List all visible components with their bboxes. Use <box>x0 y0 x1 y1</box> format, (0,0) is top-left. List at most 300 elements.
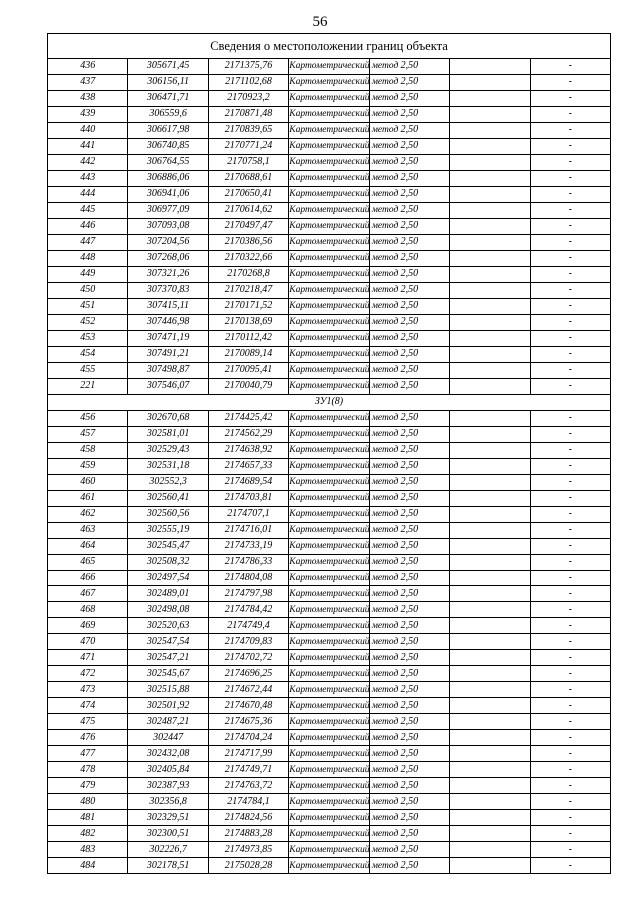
method-cell: Картометрический метод <box>289 858 369 874</box>
y-coordinate-cell: 2174797,98 <box>208 586 288 602</box>
accuracy-cell: 2,50 <box>369 474 449 490</box>
note-cell: - <box>530 298 610 314</box>
y-coordinate-cell: 2170095,41 <box>208 362 288 378</box>
note-cell: - <box>530 538 610 554</box>
y-coordinate-cell: 2174786,33 <box>208 554 288 570</box>
x-coordinate-cell: 302547,21 <box>128 650 208 666</box>
x-coordinate-cell: 307446,98 <box>128 314 208 330</box>
table-row <box>48 410 611 426</box>
table-row <box>48 218 611 234</box>
section-header-row <box>48 394 611 410</box>
note-cell: - <box>530 122 610 138</box>
method-cell: Картометрический метод <box>289 170 369 186</box>
point-number-cell: 447 <box>48 234 128 250</box>
y-coordinate-cell: 2174689,54 <box>208 474 288 490</box>
note-cell: - <box>530 250 610 266</box>
x-coordinate-cell: 306977,09 <box>128 202 208 218</box>
accuracy-cell: 2,50 <box>369 730 449 746</box>
description-cell <box>450 410 530 426</box>
y-coordinate-cell: 2174638,92 <box>208 442 288 458</box>
x-coordinate-cell: 302531,18 <box>128 458 208 474</box>
description-cell <box>450 170 530 186</box>
x-coordinate-cell: 302356,8 <box>128 794 208 810</box>
point-number-cell: 469 <box>48 618 128 634</box>
table-row <box>48 346 611 362</box>
point-number-cell: 460 <box>48 474 128 490</box>
description-cell <box>450 682 530 698</box>
method-cell: Картометрический метод <box>289 538 369 554</box>
note-cell: - <box>530 314 610 330</box>
note-cell: - <box>530 490 610 506</box>
accuracy-cell: 2,50 <box>369 314 449 330</box>
note-cell: - <box>530 74 610 90</box>
accuracy-cell: 2,50 <box>369 794 449 810</box>
point-number-cell: 443 <box>48 170 128 186</box>
table-row <box>48 554 611 570</box>
method-cell: Картометрический метод <box>289 234 369 250</box>
point-number-cell: 458 <box>48 442 128 458</box>
table-row <box>48 378 611 394</box>
y-coordinate-cell: 2174672,44 <box>208 682 288 698</box>
x-coordinate-cell: 302520,63 <box>128 618 208 634</box>
point-number-cell: 467 <box>48 586 128 602</box>
accuracy-cell: 2,50 <box>369 138 449 154</box>
point-number-cell: 440 <box>48 122 128 138</box>
table-row <box>48 714 611 730</box>
description-cell <box>450 554 530 570</box>
accuracy-cell: 2,50 <box>369 154 449 170</box>
note-cell: - <box>530 106 610 122</box>
accuracy-cell: 2,50 <box>369 698 449 714</box>
table-row <box>48 538 611 554</box>
x-coordinate-cell: 302226,7 <box>128 842 208 858</box>
x-coordinate-cell: 307093,08 <box>128 218 208 234</box>
table-row <box>48 602 611 618</box>
accuracy-cell: 2,50 <box>369 570 449 586</box>
description-cell <box>450 522 530 538</box>
x-coordinate-cell: 306740,85 <box>128 138 208 154</box>
table-row <box>48 154 611 170</box>
table-title: Сведения о местоположении границ объекта <box>48 34 611 59</box>
description-cell <box>450 250 530 266</box>
page-number: 56 <box>312 14 328 30</box>
accuracy-cell: 2,50 <box>369 410 449 426</box>
note-cell: - <box>530 346 610 362</box>
accuracy-cell: 2,50 <box>369 250 449 266</box>
y-coordinate-cell: 2174670,48 <box>208 698 288 714</box>
y-coordinate-cell: 2174749,4 <box>208 618 288 634</box>
note-cell: - <box>530 794 610 810</box>
method-cell: Картометрический метод <box>289 186 369 202</box>
y-coordinate-cell: 2170386,56 <box>208 234 288 250</box>
point-number-cell: 463 <box>48 522 128 538</box>
description-cell <box>450 362 530 378</box>
x-coordinate-cell: 306617,98 <box>128 122 208 138</box>
method-cell: Картометрический метод <box>289 59 369 75</box>
description-cell <box>450 538 530 554</box>
y-coordinate-cell: 2174562,29 <box>208 426 288 442</box>
x-coordinate-cell: 306156,11 <box>128 74 208 90</box>
y-coordinate-cell: 2170089,14 <box>208 346 288 362</box>
description-cell <box>450 298 530 314</box>
accuracy-cell: 2,50 <box>369 458 449 474</box>
point-number-cell: 481 <box>48 810 128 826</box>
table-row <box>48 202 611 218</box>
note-cell: - <box>530 682 610 698</box>
accuracy-cell: 2,50 <box>369 378 449 394</box>
method-cell: Картометрический метод <box>289 650 369 666</box>
point-number-cell: 456 <box>48 410 128 426</box>
note-cell: - <box>530 378 610 394</box>
x-coordinate-cell: 302555,19 <box>128 522 208 538</box>
table-row <box>48 314 611 330</box>
table-row <box>48 122 611 138</box>
table-row <box>48 59 611 75</box>
x-coordinate-cell: 302547,54 <box>128 634 208 650</box>
description-cell <box>450 570 530 586</box>
x-coordinate-cell: 302497,54 <box>128 570 208 586</box>
y-coordinate-cell: 2174763,72 <box>208 778 288 794</box>
method-cell: Картометрический метод <box>289 730 369 746</box>
x-coordinate-cell: 302515,88 <box>128 682 208 698</box>
note-cell: - <box>530 59 610 75</box>
note-cell: - <box>530 410 610 426</box>
accuracy-cell: 2,50 <box>369 74 449 90</box>
x-coordinate-cell: 302545,67 <box>128 666 208 682</box>
y-coordinate-cell: 2170322,66 <box>208 250 288 266</box>
method-cell: Картометрический метод <box>289 490 369 506</box>
table-row <box>48 330 611 346</box>
note-cell: - <box>530 826 610 842</box>
x-coordinate-cell: 307491,21 <box>128 346 208 362</box>
table-row <box>48 442 611 458</box>
y-coordinate-cell: 2174657,33 <box>208 458 288 474</box>
accuracy-cell: 2,50 <box>369 122 449 138</box>
point-number-cell: 459 <box>48 458 128 474</box>
table-row <box>48 250 611 266</box>
description-cell <box>450 442 530 458</box>
method-cell: Картометрический метод <box>289 634 369 650</box>
accuracy-cell: 2,50 <box>369 746 449 762</box>
method-cell: Картометрический метод <box>289 154 369 170</box>
point-number-cell: 441 <box>48 138 128 154</box>
point-number-cell: 461 <box>48 490 128 506</box>
y-coordinate-cell: 2174716,01 <box>208 522 288 538</box>
accuracy-cell: 2,50 <box>369 842 449 858</box>
description-cell <box>450 474 530 490</box>
x-coordinate-cell: 302300,51 <box>128 826 208 842</box>
description-cell <box>450 762 530 778</box>
accuracy-cell: 2,50 <box>369 602 449 618</box>
y-coordinate-cell: 2170650,41 <box>208 186 288 202</box>
note-cell: - <box>530 506 610 522</box>
accuracy-cell: 2,50 <box>369 810 449 826</box>
note-cell: - <box>530 650 610 666</box>
accuracy-cell: 2,50 <box>369 778 449 794</box>
x-coordinate-cell: 302447 <box>128 730 208 746</box>
method-cell: Картометрический метод <box>289 410 369 426</box>
x-coordinate-cell: 302670,68 <box>128 410 208 426</box>
point-number-cell: 438 <box>48 90 128 106</box>
y-coordinate-cell: 2170839,65 <box>208 122 288 138</box>
description-cell <box>450 826 530 842</box>
table-row <box>48 234 611 250</box>
x-coordinate-cell: 307546,07 <box>128 378 208 394</box>
x-coordinate-cell: 306559,6 <box>128 106 208 122</box>
x-coordinate-cell: 307471,19 <box>128 330 208 346</box>
point-number-cell: 448 <box>48 250 128 266</box>
method-cell: Картометрический метод <box>289 426 369 442</box>
method-cell: Картометрический метод <box>289 602 369 618</box>
description-cell <box>450 346 530 362</box>
point-number-cell: 478 <box>48 762 128 778</box>
method-cell: Картометрический метод <box>289 90 369 106</box>
x-coordinate-cell: 307204,56 <box>128 234 208 250</box>
method-cell: Картометрический метод <box>289 442 369 458</box>
x-coordinate-cell: 302487,21 <box>128 714 208 730</box>
method-cell: Картометрический метод <box>289 202 369 218</box>
table-row <box>48 586 611 602</box>
x-coordinate-cell: 302329,51 <box>128 810 208 826</box>
accuracy-cell: 2,50 <box>369 490 449 506</box>
accuracy-cell: 2,50 <box>369 762 449 778</box>
y-coordinate-cell: 2174749,71 <box>208 762 288 778</box>
method-cell: Картометрический метод <box>289 682 369 698</box>
x-coordinate-cell: 306941,06 <box>128 186 208 202</box>
method-cell: Картометрический метод <box>289 746 369 762</box>
method-cell: Картометрический метод <box>289 586 369 602</box>
note-cell: - <box>530 426 610 442</box>
point-number-cell: 450 <box>48 282 128 298</box>
description-cell <box>450 90 530 106</box>
accuracy-cell: 2,50 <box>369 682 449 698</box>
x-coordinate-cell: 302387,93 <box>128 778 208 794</box>
y-coordinate-cell: 2170758,1 <box>208 154 288 170</box>
description-cell <box>450 698 530 714</box>
note-cell: - <box>530 570 610 586</box>
table-row <box>48 170 611 186</box>
table-row <box>48 682 611 698</box>
point-number-cell: 446 <box>48 218 128 234</box>
description-cell <box>450 586 530 602</box>
table-row <box>48 570 611 586</box>
note-cell: - <box>530 666 610 682</box>
description-cell <box>450 106 530 122</box>
y-coordinate-cell: 2174717,99 <box>208 746 288 762</box>
x-coordinate-cell: 307498,87 <box>128 362 208 378</box>
method-cell: Картометрический метод <box>289 330 369 346</box>
table-row <box>48 490 611 506</box>
description-cell <box>450 234 530 250</box>
point-number-cell: 462 <box>48 506 128 522</box>
x-coordinate-cell: 302581,01 <box>128 426 208 442</box>
accuracy-cell: 2,50 <box>369 90 449 106</box>
x-coordinate-cell: 302552,3 <box>128 474 208 490</box>
note-cell: - <box>530 202 610 218</box>
note-cell: - <box>530 218 610 234</box>
table-row <box>48 746 611 762</box>
note-cell: - <box>530 442 610 458</box>
point-number-cell: 480 <box>48 794 128 810</box>
x-coordinate-cell: 302545,47 <box>128 538 208 554</box>
y-coordinate-cell: 2174707,1 <box>208 506 288 522</box>
table-row <box>48 74 611 90</box>
note-cell: - <box>530 90 610 106</box>
note-cell: - <box>530 586 610 602</box>
note-cell: - <box>530 762 610 778</box>
y-coordinate-cell: 2170268,8 <box>208 266 288 282</box>
method-cell: Картометрический метод <box>289 458 369 474</box>
x-coordinate-cell: 302489,01 <box>128 586 208 602</box>
point-number-cell: 452 <box>48 314 128 330</box>
method-cell: Картометрический метод <box>289 506 369 522</box>
table-row <box>48 506 611 522</box>
accuracy-cell: 2,50 <box>369 298 449 314</box>
note-cell: - <box>530 266 610 282</box>
point-number-cell: 466 <box>48 570 128 586</box>
accuracy-cell: 2,50 <box>369 59 449 75</box>
accuracy-cell: 2,50 <box>369 170 449 186</box>
method-cell: Картометрический метод <box>289 218 369 234</box>
note-cell: - <box>530 554 610 570</box>
y-coordinate-cell: 2174704,24 <box>208 730 288 746</box>
accuracy-cell: 2,50 <box>369 330 449 346</box>
description-cell <box>450 778 530 794</box>
description-cell <box>450 458 530 474</box>
table-row <box>48 794 611 810</box>
x-coordinate-cell: 306886,06 <box>128 170 208 186</box>
x-coordinate-cell: 302560,56 <box>128 506 208 522</box>
table-row <box>48 826 611 842</box>
y-coordinate-cell: 2170218,47 <box>208 282 288 298</box>
point-number-cell: 457 <box>48 426 128 442</box>
description-cell <box>450 314 530 330</box>
method-cell: Картометрический метод <box>289 362 369 378</box>
y-coordinate-cell: 2174824,56 <box>208 810 288 826</box>
point-number-cell: 451 <box>48 298 128 314</box>
method-cell: Картометрический метод <box>289 346 369 362</box>
table-row <box>48 138 611 154</box>
method-cell: Картометрический метод <box>289 122 369 138</box>
y-coordinate-cell: 2174883,28 <box>208 826 288 842</box>
y-coordinate-cell: 2171102,68 <box>208 74 288 90</box>
method-cell: Картометрический метод <box>289 666 369 682</box>
point-number-cell: 468 <box>48 602 128 618</box>
y-coordinate-cell: 2170688,61 <box>208 170 288 186</box>
description-cell <box>450 730 530 746</box>
method-cell: Картометрический метод <box>289 250 369 266</box>
x-coordinate-cell: 306764,55 <box>128 154 208 170</box>
table-row <box>48 90 611 106</box>
accuracy-cell: 2,50 <box>369 522 449 538</box>
method-cell: Картометрический метод <box>289 282 369 298</box>
note-cell: - <box>530 362 610 378</box>
table-row <box>48 858 611 874</box>
description-cell <box>450 426 530 442</box>
note-cell: - <box>530 778 610 794</box>
method-cell: Картометрический метод <box>289 522 369 538</box>
accuracy-cell: 2,50 <box>369 714 449 730</box>
description-cell <box>450 602 530 618</box>
note-cell: - <box>530 138 610 154</box>
description-cell <box>450 59 530 75</box>
method-cell: Картометрический метод <box>289 570 369 586</box>
note-cell: - <box>530 618 610 634</box>
note-cell: - <box>530 746 610 762</box>
accuracy-cell: 2,50 <box>369 346 449 362</box>
method-cell: Картометрический метод <box>289 74 369 90</box>
table-row <box>48 186 611 202</box>
point-number-cell: 455 <box>48 362 128 378</box>
table-row <box>48 522 611 538</box>
point-number-cell: 477 <box>48 746 128 762</box>
description-cell <box>450 74 530 90</box>
point-number-cell: 436 <box>48 59 128 75</box>
point-number-cell: 472 <box>48 666 128 682</box>
note-cell: - <box>530 842 610 858</box>
y-coordinate-cell: 2174784,1 <box>208 794 288 810</box>
y-coordinate-cell: 2170112,42 <box>208 330 288 346</box>
method-cell: Картометрический метод <box>289 378 369 394</box>
y-coordinate-cell: 2174703,81 <box>208 490 288 506</box>
accuracy-cell: 2,50 <box>369 634 449 650</box>
method-cell: Картометрический метод <box>289 762 369 778</box>
point-number-cell: 442 <box>48 154 128 170</box>
description-cell <box>450 378 530 394</box>
table-title-row <box>48 34 611 59</box>
description-cell <box>450 266 530 282</box>
accuracy-cell: 2,50 <box>369 426 449 442</box>
table-row <box>48 298 611 314</box>
method-cell: Картометрический метод <box>289 810 369 826</box>
accuracy-cell: 2,50 <box>369 618 449 634</box>
accuracy-cell: 2,50 <box>369 586 449 602</box>
x-coordinate-cell: 307268,06 <box>128 250 208 266</box>
y-coordinate-cell: 2170923,2 <box>208 90 288 106</box>
table-row <box>48 650 611 666</box>
method-cell: Картометрический метод <box>289 474 369 490</box>
point-number-cell: 475 <box>48 714 128 730</box>
x-coordinate-cell: 307415,11 <box>128 298 208 314</box>
y-coordinate-cell: 2174784,42 <box>208 602 288 618</box>
description-cell <box>450 202 530 218</box>
table-row <box>48 698 611 714</box>
y-coordinate-cell: 2175028,28 <box>208 858 288 874</box>
description-cell <box>450 666 530 682</box>
note-cell: - <box>530 186 610 202</box>
x-coordinate-cell: 302178,51 <box>128 858 208 874</box>
table-row <box>48 362 611 378</box>
description-cell <box>450 634 530 650</box>
y-coordinate-cell: 2171375,76 <box>208 59 288 75</box>
accuracy-cell: 2,50 <box>369 650 449 666</box>
table-row <box>48 106 611 122</box>
point-number-cell: 465 <box>48 554 128 570</box>
method-cell: Картометрический метод <box>289 554 369 570</box>
table-row <box>48 730 611 746</box>
note-cell: - <box>530 858 610 874</box>
y-coordinate-cell: 2174804,08 <box>208 570 288 586</box>
note-cell: - <box>530 234 610 250</box>
y-coordinate-cell: 2174702,72 <box>208 650 288 666</box>
table-row <box>48 634 611 650</box>
table-row <box>48 266 611 282</box>
point-number-cell: 476 <box>48 730 128 746</box>
accuracy-cell: 2,50 <box>369 234 449 250</box>
x-coordinate-cell: 302498,08 <box>128 602 208 618</box>
point-number-cell: 464 <box>48 538 128 554</box>
x-coordinate-cell: 302405,84 <box>128 762 208 778</box>
